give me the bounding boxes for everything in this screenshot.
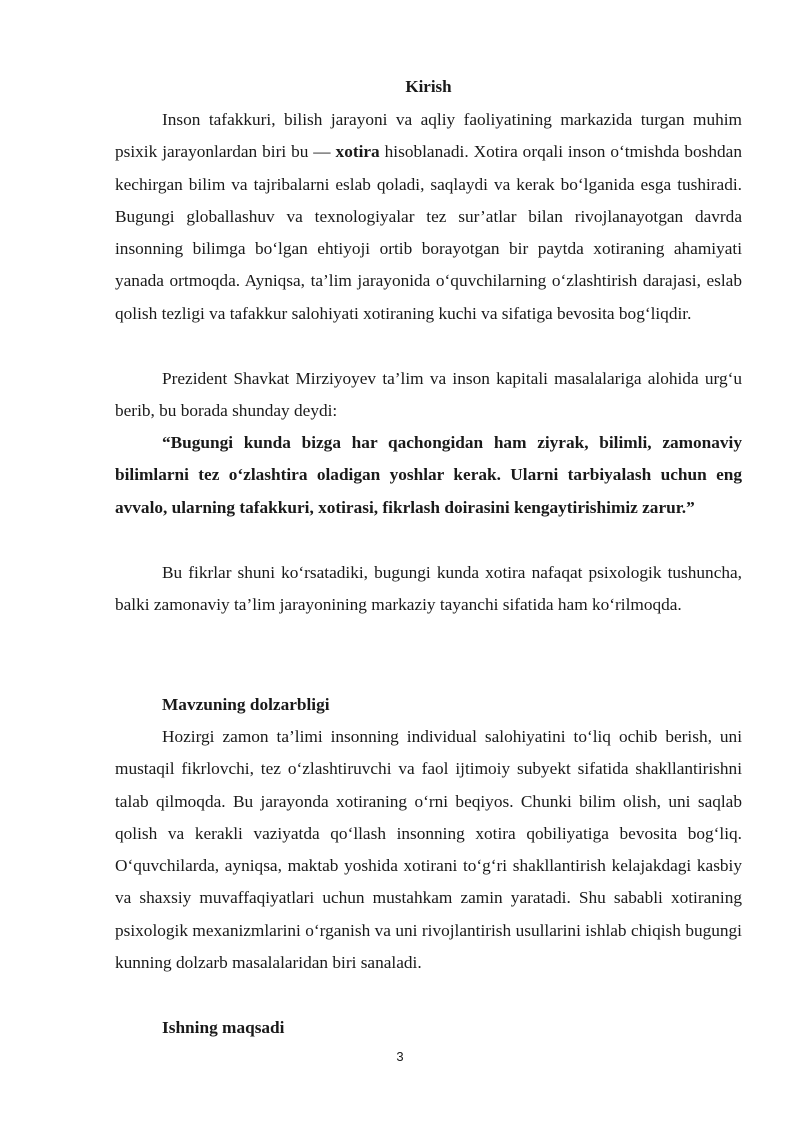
- intro-heading: Kirish: [405, 77, 452, 96]
- relevance-heading: Mavzuning dolzarbligi: [162, 695, 330, 714]
- keyword-xotira: xotira: [335, 142, 380, 162]
- relevance-paragraph: Hozirgi zamon ta’limi insonning individual salohiyatini to‘liq ochib berish, uni mustaqil fikrlovchi, tez o‘zlashtiruvchi va faol ijtimoiy subyekt sifatida shakllantirishni talab qilmoqda. Bu jarayonda xotiraning o‘rni beqiyos. Chunki bilim olish, uni saqlab qolish va kerakli vaziyatda qo‘llash insonning xotira qobiliyatiga bevosita bog‘liq. O‘quvchilarda, ayniqsa, maktab yoshida xotirani to‘g‘ri shakllantirish kelajakdagi kasbiy va shaxsiy muvaffaqiyatlari uchun mustahkam zamin yaratadi. Shu sababli xotiraning psixologik mexanizmlarini o‘rganish va uni rivojlantirish usullarini ishlab chiqish bugungi kunning dolzarb masalalaridan biri sanaladi.: [115, 727, 742, 973]
- president-quote: “Bugungi kunda bizga har qachongidan ham ziyrak, bilimli, zamonaviy bilimlarni tez o‘zlashtira oladigan yoshlar kerak. Ularni tarbiyalash uchun eng avvalo, ularning tafakkuri, xotirasi, fikrlash doirasini kengaytirishimiz zarur.”: [115, 433, 742, 517]
- goal-heading: Ishning maqsadi: [162, 1018, 285, 1037]
- intro-paragraph-1: [115, 104, 742, 330]
- intro-paragraph-1-start: Inson tafakkuri, bilish jarayoni va aqliy faoliyatining markazida turgan muhim psixik jarayonlardan biri bu —: [115, 110, 742, 162]
- intro-paragraph-2: Prezident Shavkat Mirziyoyev ta’lim va inson kapitali masalalariga alohida urg‘u berib, bu borada shunday deydi:: [115, 369, 742, 421]
- intro-paragraph-1-end: hisoblanadi. Xotira orqali inson o‘tmishda boshdan kechirgan bilim va tajribalarni eslab qoladi, saqlaydi va kerak bo‘lganida esga tushiradi. Bugungi globallashuv va texnologiyalar tez sur’atlar bilan rivojlanayotgan davrda insonning bilimga bo‘lgan ehtiyoji ortib borayotgan bir paytda xotiraning ahamiyati yanada ortmoqda. Ayniqsa, ta’lim jarayonida o‘quvchilarning o‘zlashtirish darajasi, eslab qolish tezligi va tafakkur salohiyati xotiraning kuchi va sifatiga bevosita bog‘liqdir.: [115, 142, 742, 323]
- page-number: 3: [396, 1049, 404, 1064]
- intro-paragraph-3: Bu fikrlar shuni ko‘rsatadiki, bugungi kunda xotira nafaqat psixologik tushuncha, balki zamonaviy ta’lim jarayonining markaziy tayanchi sifatida ham ko‘rilmoqda.: [115, 563, 742, 615]
